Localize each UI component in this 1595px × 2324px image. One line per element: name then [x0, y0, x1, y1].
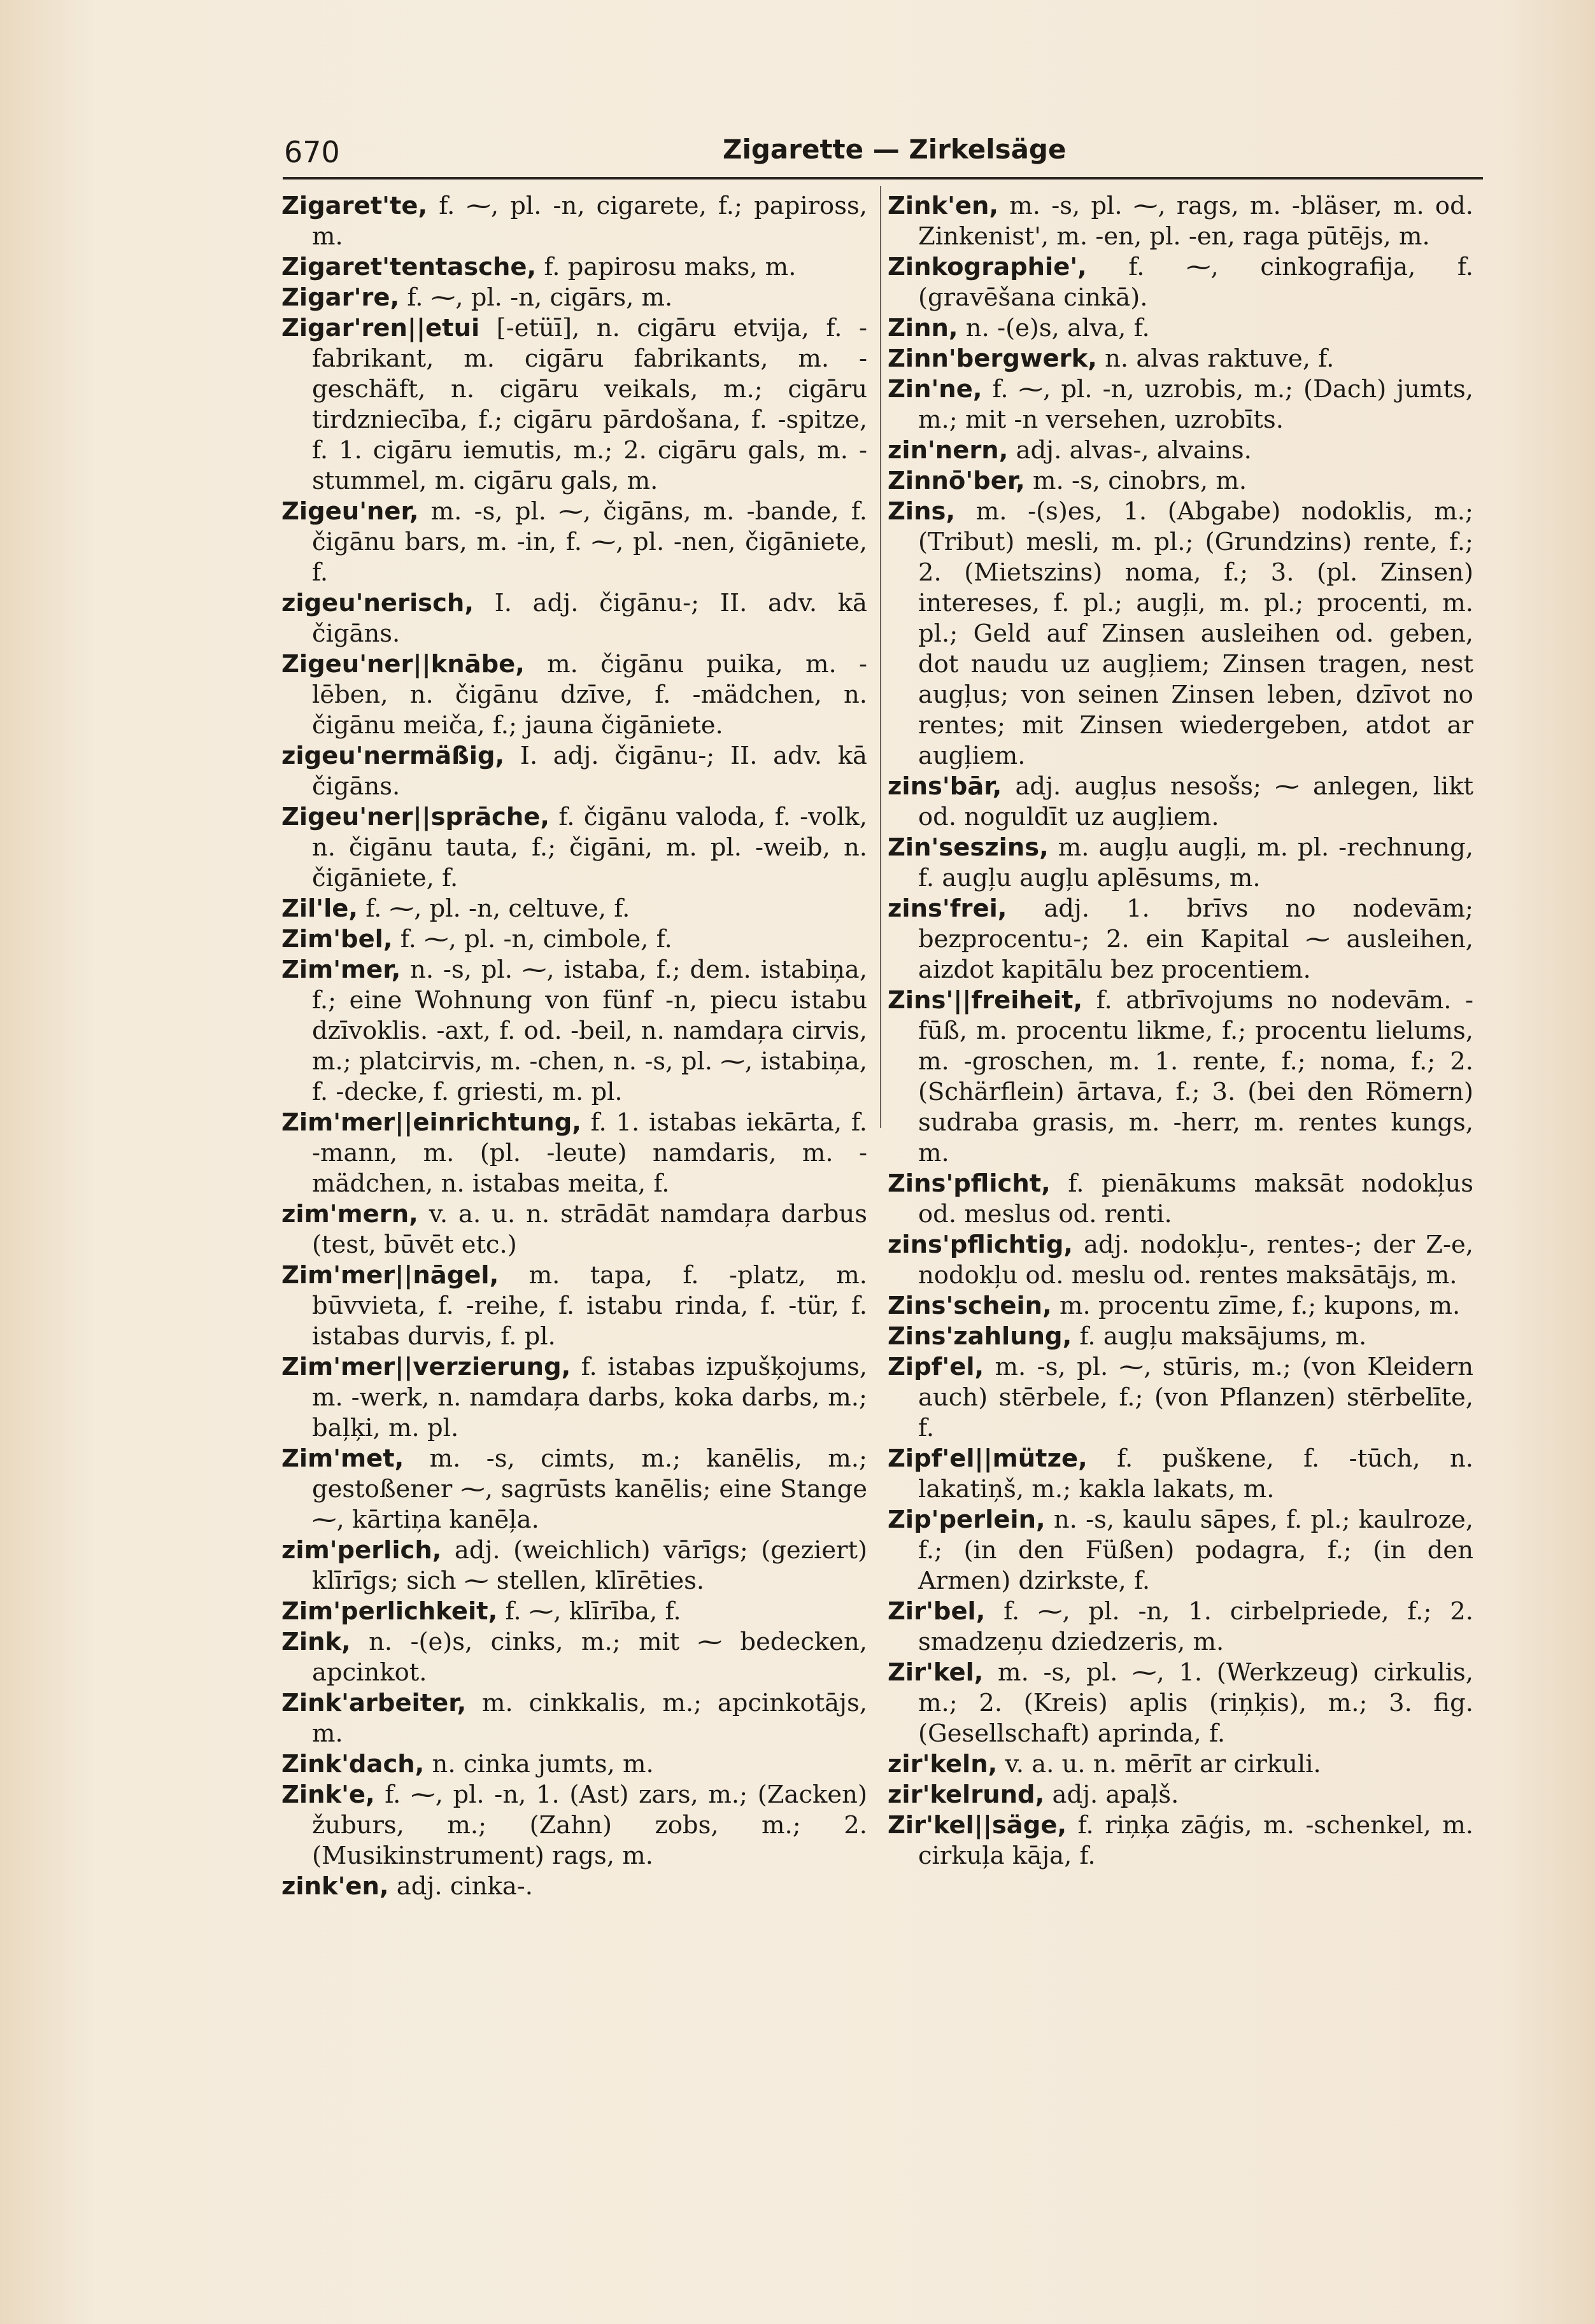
entry-headword: Zim'perlichkeit,: [281, 1597, 498, 1626]
entry-headword: zim'mern,: [281, 1200, 418, 1229]
dictionary-entry: [888, 1444, 1473, 1505]
entry-definition: m. -s, pl. ⁓, rags, m. -bläser, m. od. Zinkenist', m. -en, pl. -en, raga pūtējs, m.: [918, 192, 1473, 251]
entry-definition: f. atbrīvojums no nodevām. -fūß, m. procentu likme, f.; procentu lielums, m. -groschen, m. 1. rente, f.; noma, f.; 2. (Schärflein) ārtava, f.; 3. (bei den Römern) sudraba grasis, m. -herr, m. rentes kungs, m.: [918, 986, 1473, 1167]
entry-headword: Zins'zahlung,: [888, 1322, 1072, 1351]
entry-headword: zink'en,: [281, 1872, 389, 1901]
entry-definition: f. augļu maksājums, m.: [1072, 1322, 1367, 1351]
entry-headword: zin'nern,: [888, 436, 1009, 465]
dictionary-entry: [888, 313, 1473, 344]
entry-definition: I. adj. čigānu-; II. adv. kā čigāns.: [312, 742, 867, 801]
dictionary-entry: [888, 1169, 1473, 1230]
dictionary-entry: [281, 1780, 867, 1871]
entry-definition: f. papirosu maks, m.: [536, 253, 797, 281]
dictionary-entry: [888, 1505, 1473, 1596]
entry-headword: Zip'perlein,: [888, 1505, 1046, 1534]
entry-headword: zins'frei,: [888, 894, 1007, 923]
entry-definition: adj. apaļš.: [1044, 1780, 1179, 1809]
dictionary-entry: [888, 496, 1473, 771]
entry-definition: m. cinkkalis, m.; apcinkotājs, m.: [312, 1689, 867, 1748]
entry-headword: Zigeu'ner||sprāche,: [281, 803, 550, 831]
entry-definition: m. -s, pl. ⁓, stūris, m.; (von Kleidern auch) stērbele, f.; (von Pflanzen) stērbelīte, f.: [918, 1353, 1473, 1442]
dictionary-entry: [888, 1596, 1473, 1658]
running-head: Zigarette — Zirkelsäge: [723, 134, 1067, 165]
dictionary-entry: [888, 1321, 1473, 1352]
dictionary-entry: [281, 1596, 867, 1627]
dictionary-entry: [888, 833, 1473, 894]
entry-definition: n. alvas raktuve, f.: [1096, 344, 1335, 373]
left-column: [281, 191, 867, 1902]
dictionary-entry: [281, 588, 867, 649]
entry-definition: v. a. u. n. strādāt namdaŗa darbus (test, būvēt etc.): [312, 1200, 867, 1259]
entry-definition: adj. cinka-.: [388, 1872, 534, 1901]
entry-headword: Zim'mer,: [281, 955, 401, 984]
entry-definition: m. -s, pl. ⁓, čigāns, m. -bande, f. čigānu bars, m. -in, f. ⁓, pl. -nen, čigāniete, f.: [312, 497, 867, 587]
entry-headword: Zinnō'ber,: [888, 467, 1025, 495]
entry-definition: m. -s, cimts, m.; kanēlis, m.; gestoßener ⁓, sagrūsts kanēlis; eine Stange ⁓, kārtiņa kanēļa.: [312, 1444, 867, 1534]
entry-headword: Zins'||freiheit,: [888, 986, 1083, 1015]
entry-definition: f. ⁓, pl. -n, celtuve, f.: [358, 894, 630, 923]
entry-headword: Zigar'ren||etui: [281, 314, 480, 342]
entry-headword: zir'keln,: [888, 1750, 998, 1778]
entry-headword: Zigeu'ner||knābe,: [281, 650, 525, 679]
entry-headword: zigeu'nerisch,: [281, 589, 474, 617]
dictionary-entry: [888, 894, 1473, 985]
entry-headword: Zim'mer||nāgel,: [281, 1261, 499, 1290]
entry-definition: I. adj. čigānu-; II. adv. kā čigāns.: [312, 589, 867, 648]
entry-headword: Zim'met,: [281, 1444, 404, 1473]
dictionary-entry: [281, 649, 867, 741]
dictionary-entry: [888, 1658, 1473, 1749]
dictionary-entry: [281, 1199, 867, 1260]
entry-headword: Zink,: [281, 1628, 351, 1656]
entry-definition: f. ⁓, pl. -n, cigarete, f.; papiross, m.: [312, 192, 867, 251]
right-column: [888, 191, 1473, 1871]
entry-headword: zigeu'nermäßig,: [281, 742, 505, 770]
entry-definition: f. 1. istabas iekārta, f. -mann, m. (pl. -leute) namdaris, m. -mädchen, n. istabas meita, f.: [312, 1108, 867, 1198]
entry-definition: n. -s, pl. ⁓, istaba, f.; dem. istabiņa, f.; eine Wohnung von fünf -n, piecu istabu dzīvoklis. -axt, f. od. -beil, n. namdaŗa cirvis, m.; platcirvis, m. -chen, n. -s, pl. ⁓, istabiņa, f. -decke, f. griesti, m. pl.: [312, 955, 867, 1106]
entry-definition: f. ⁓, pl. -n, 1. (Ast) zars, m.; (Zacken) žuburs, m.; (Zahn) zobs, m.; 2. (Musikinstrument) rags, m.: [312, 1780, 867, 1870]
entry-headword: Zipf'el,: [888, 1353, 984, 1381]
entry-headword: Zigaret'tentasche,: [281, 253, 537, 281]
entry-headword: Zins,: [888, 497, 956, 526]
entry-headword: Zin'ne,: [888, 375, 982, 404]
entry-headword: Zigaret'te,: [281, 192, 428, 220]
entry-definition: adj. 1. brīvs no nodevām; bezprocentu-; 2. ein Kapital ⁓ ausleihen, aizdot kapitālu bez procentiem.: [918, 894, 1473, 984]
dictionary-entry: [888, 344, 1473, 374]
entry-definition: v. a. u. n. mērīt ar cirkuli.: [997, 1750, 1321, 1778]
entry-definition: m. čigānu puika, m. -lēben, n. čigānu dzīve, f. -mädchen, n. čigānu meiča, f.; jauna čigāniete.: [312, 650, 867, 740]
dictionary-entry: [281, 894, 867, 924]
dictionary-entry: [888, 435, 1473, 466]
dictionary-entry: [281, 252, 867, 283]
dictionary-entry: [888, 466, 1473, 496]
entry-definition: n. -s, kaulu sāpes, f. pl.; kaulroze, f.; (in den Füßen) podagra, f.; (in den Armen) dzirkste, f.: [918, 1505, 1473, 1595]
entry-headword: Zins'schein,: [888, 1292, 1052, 1320]
entry-headword: zins'pflichtig,: [888, 1230, 1074, 1259]
dictionary-entry: [281, 1871, 867, 1902]
dictionary-entry: [888, 1780, 1473, 1810]
entry-definition: f. ⁓, pl. -n, cimbole, f.: [392, 925, 672, 954]
dictionary-entry: [281, 1627, 867, 1688]
entry-definition: [-etüī], n. cigāru etvija, f. -fabrikant, m. cigāru fabrikants, m. -geschäft, n. cigāru veikals, m.; cigāru tirdzniecība, f.; cigāru pārdošana, f. -spitze, f. 1. cigāru iemutis, m.; 2. cigāru gals, m. -stummel, m. cigāru gals, m.: [312, 314, 867, 495]
entry-definition: f. čigānu valoda, f. -volk, n. čigānu tauta, f.; čigāni, m. pl. -weib, n. čigāniete, f.: [312, 803, 867, 892]
entry-headword: Zil'le,: [281, 894, 358, 923]
entry-headword: zir'kelrund,: [888, 1780, 1045, 1809]
entry-headword: Zipf'el||mütze,: [888, 1444, 1088, 1473]
entry-definition: f. ⁓, pl. -n, 1. cirbelpriede, f.; 2. smadzeņu dziedzeris, m.: [918, 1597, 1473, 1656]
entry-definition: m. procentu zīme, f.; kupons, m.: [1051, 1292, 1461, 1320]
dictionary-entry: [281, 1260, 867, 1352]
entry-definition: f. ⁓, klīrība, f.: [497, 1597, 681, 1626]
dictionary-entry: [888, 771, 1473, 833]
entry-headword: Zin'seszins,: [888, 833, 1049, 862]
entry-definition: f. ⁓, pl. -n, cigārs, m.: [399, 283, 673, 312]
dictionary-entry: [888, 985, 1473, 1169]
dictionary-entry: [888, 1291, 1473, 1321]
dictionary-entry: [888, 191, 1473, 252]
dictionary-entry: [888, 374, 1473, 435]
entry-definition: m. augļu augļi, m. pl. -rechnung, f. augļu augļu aplēsums, m.: [918, 833, 1473, 892]
dictionary-entry: [888, 1749, 1473, 1780]
entry-headword: Zink'e,: [281, 1780, 375, 1809]
entry-headword: Zink'en,: [888, 192, 999, 220]
dictionary-entry: [281, 1352, 867, 1444]
dictionary-entry: [281, 802, 867, 894]
entry-headword: zins'bār,: [888, 772, 1002, 801]
dictionary-entry: [281, 1749, 867, 1780]
entry-headword: Zir'bel,: [888, 1597, 986, 1626]
dictionary-entry: [888, 1352, 1473, 1444]
entry-headword: Zins'pflicht,: [888, 1169, 1051, 1198]
dictionary-entry: [281, 1444, 867, 1535]
dictionary-entry: [281, 1108, 867, 1199]
dictionary-entry: [888, 1810, 1473, 1871]
dictionary-entry: [281, 191, 867, 252]
dictionary-entry: [281, 924, 867, 955]
entry-definition: f. riņķa zāģis, m. -schenkel, m. cirkuļa kāja, f.: [918, 1811, 1473, 1870]
column-divider: [880, 186, 881, 1128]
entry-definition: f. puškene, f. -tūch, n. lakatiņš, m.; kakla lakats, m.: [918, 1444, 1473, 1504]
header-rule: [283, 177, 1483, 180]
dictionary-entry: [281, 1688, 867, 1749]
entry-headword: Zink'arbeiter,: [281, 1689, 467, 1717]
entry-definition: adj. nodokļu-, rentes-; der Z-e, nodokļu od. meslu od. rentes maksātājs, m.: [918, 1230, 1473, 1290]
dictionary-entry: [888, 252, 1473, 313]
entry-definition: f. ⁓, pl. -n, uzrobis, m.; (Dach) jumts, m.; mit -n versehen, uzrobīts.: [918, 375, 1473, 434]
dictionary-entry: [281, 955, 867, 1108]
page-number: 670: [284, 135, 340, 169]
entry-definition: adj. (weichlich) vārīgs; (geziert) klīrīgs; sich ⁓ stellen, klīrēties.: [312, 1536, 867, 1595]
dictionary-entry: [281, 313, 867, 496]
entry-definition: m. tapa, f. -platz, m. būvvieta, f. -reihe, f. istabu rinda, f. -tür, f. istabas durvis, f. pl.: [312, 1261, 867, 1351]
entry-headword: Zim'bel,: [281, 925, 393, 954]
entry-definition: adj. augļus nesošs; ⁓ anlegen, likt od. noguldīt uz augļiem.: [918, 772, 1473, 831]
entry-headword: Zinkographie',: [888, 253, 1087, 281]
entry-headword: Zink'dach,: [281, 1750, 425, 1778]
entry-headword: zim'perlich,: [281, 1536, 442, 1565]
entry-definition: n. -(e)s, alva, f.: [958, 314, 1150, 342]
entry-headword: Zinn,: [888, 314, 958, 342]
entry-definition: f. istabas izpušķojums, m. -werk, n. namdaŗa darbs, koka darbs, m.; baļķi, m. pl.: [312, 1353, 867, 1442]
dictionary-entry: [281, 1535, 867, 1596]
dictionary-entry: [888, 1230, 1473, 1291]
entry-headword: Zigeu'ner,: [281, 497, 419, 526]
entry-definition: n. -(e)s, cinks, m.; mit ⁓ bedecken, apcinkot.: [312, 1628, 867, 1687]
entry-definition: m. -s, cinobrs, m.: [1024, 467, 1247, 495]
entry-definition: n. cinka jumts, m.: [424, 1750, 654, 1778]
entry-definition: f. pienākums maksāt nodokļus od. meslus od. renti.: [918, 1169, 1473, 1229]
entry-headword: Zir'kel||säge,: [888, 1811, 1067, 1840]
entry-definition: m. -(s)es, 1. (Abgabe) nodoklis, m.; (Tribut) mesli, m. pl.; (Grundzins) rente, f.; 2. (Mietszins) noma, f.; 3. (pl. Zinsen) intereses, f. pl.; augļi, m. pl.; procenti, m. pl.; Geld auf Zinsen ausleihen od. geben, dot naudu uz augļiem; Zinsen tragen, nest augļus; von seinen Zinsen leben, dzīvot no rentes; mit Zinsen wiedergeben, atdot ar augļiem.: [918, 497, 1473, 770]
entry-definition: adj. alvas-, alvains.: [1008, 436, 1252, 465]
dictionary-entry: [281, 283, 867, 313]
entry-headword: Zim'mer||einrichtung,: [281, 1108, 581, 1137]
entry-headword: Zigar're,: [281, 283, 400, 312]
dictionary-entry: [281, 496, 867, 588]
entry-headword: Zim'mer||verzierung,: [281, 1353, 571, 1381]
entry-headword: Zir'kel,: [888, 1658, 984, 1687]
entry-definition: m. -s, pl. ⁓, 1. (Werkzeug) cirkulis, m.; 2. (Kreis) aplis (riņķis), m.; 3. fig. (Gesellschaft) aprinda, f.: [918, 1658, 1473, 1748]
entry-definition: f. ⁓, cinkografija, f. (gravēšana cinkā).: [918, 253, 1473, 312]
entry-headword: Zinn'bergwerk,: [888, 344, 1097, 373]
dictionary-entry: [281, 741, 867, 802]
